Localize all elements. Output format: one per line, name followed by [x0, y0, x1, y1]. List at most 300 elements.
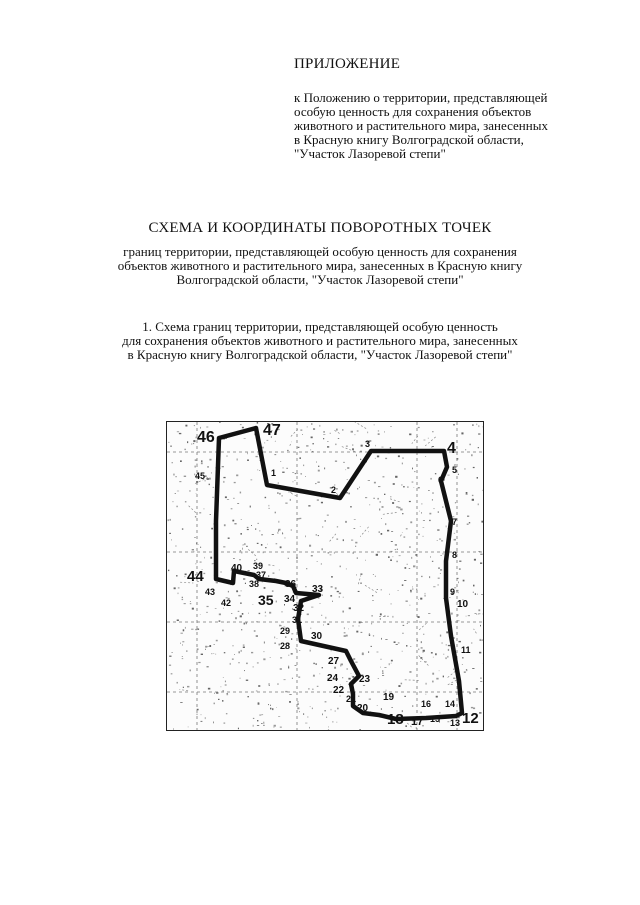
map-texture-dot: [336, 444, 337, 446]
map-texture-dot: [394, 641, 396, 643]
map-contour: [188, 505, 196, 512]
map-texture-dot: [477, 594, 478, 595]
map-texture-dot: [179, 433, 181, 434]
map-texture-dot: [402, 584, 404, 586]
map-texture-dot: [423, 634, 424, 635]
map-texture-dot: [476, 688, 478, 690]
map-texture-dot: [453, 424, 454, 426]
map-texture-dot: [246, 663, 247, 665]
map-texture-dot: [402, 633, 403, 634]
map-texture-dot: [355, 434, 356, 435]
map-texture-dot: [447, 475, 449, 476]
map-contour: [360, 527, 368, 537]
map-texture-dot: [392, 616, 393, 618]
map-texture-dot: [182, 528, 183, 529]
map-texture-dot: [378, 431, 379, 432]
map-texture-dot: [355, 546, 356, 547]
map-texture-dot: [292, 678, 293, 679]
map-texture-dot: [253, 604, 254, 605]
map-texture-dot: [237, 503, 239, 504]
map-texture-dot: [418, 487, 420, 488]
map-texture-dot: [264, 442, 265, 443]
map-texture-dot: [297, 707, 299, 709]
map-texture-dot: [357, 488, 358, 490]
map-texture-dot: [197, 714, 198, 715]
map-texture-dot: [353, 552, 354, 554]
map-texture-dot: [348, 628, 349, 629]
map-texture-dot: [401, 683, 403, 685]
map-texture-dot: [403, 486, 405, 487]
map-texture-dot: [246, 622, 247, 624]
map-texture-dot: [402, 463, 403, 465]
map-texture-dot: [323, 438, 324, 439]
turning-point-label: 28: [280, 641, 291, 651]
map-texture-dot: [381, 518, 382, 519]
map-texture-dot: [482, 640, 483, 641]
map-texture-dot: [421, 712, 422, 714]
map-texture-dot: [390, 559, 392, 560]
map-texture-dot: [372, 595, 373, 596]
map-texture-dot: [380, 613, 382, 615]
map-texture-dot: [480, 639, 482, 640]
map-texture-dot: [172, 462, 173, 463]
map-texture-dot: [195, 466, 196, 468]
map-texture-dot: [225, 496, 227, 498]
map-texture-dot: [378, 498, 379, 500]
map-texture-dot: [418, 534, 420, 535]
map-texture-dot: [201, 460, 203, 462]
map-texture-dot: [223, 477, 225, 478]
turning-point-label: 45: [195, 471, 206, 481]
map-texture-dot: [466, 494, 468, 495]
map-texture-dot: [461, 432, 463, 434]
map-texture-dot: [259, 470, 260, 471]
map-texture-dot: [323, 434, 325, 435]
map-texture-dot: [227, 693, 228, 694]
map-texture-dot: [384, 431, 385, 432]
turning-point-label: 19: [383, 692, 395, 703]
turning-point-label: 29: [280, 626, 291, 636]
map-texture-dot: [469, 444, 471, 446]
map-texture-dot: [210, 557, 212, 559]
map-texture-dot: [406, 528, 408, 529]
map-texture-dot: [251, 525, 252, 526]
map-texture-dot: [213, 487, 215, 488]
map-texture-dot: [303, 465, 304, 467]
map-texture-dot: [172, 502, 173, 503]
map-texture-dot: [246, 680, 248, 681]
map-texture-dot: [257, 725, 259, 726]
map-texture-dot: [469, 692, 471, 694]
map-texture-dot: [442, 506, 443, 507]
map-texture-dot: [481, 594, 483, 595]
map-texture-dot: [213, 653, 214, 654]
turning-point-label: 33: [312, 584, 324, 595]
map-texture-dot: [335, 461, 337, 462]
map-contour: [289, 492, 297, 496]
map-texture-dot: [396, 644, 398, 645]
map-texture-dot: [458, 474, 459, 475]
map-texture-dot: [309, 727, 310, 729]
map-texture-dot: [399, 555, 401, 556]
map-texture-dot: [464, 469, 465, 470]
map-texture-dot: [381, 638, 382, 640]
map-texture-dot: [288, 667, 289, 669]
map-texture-dot: [375, 576, 376, 577]
map-texture-dot: [367, 432, 368, 434]
map-texture-dot: [185, 576, 186, 577]
map-texture-dot: [223, 690, 224, 692]
map-texture-dot: [168, 570, 169, 571]
map-texture-dot: [395, 549, 396, 550]
map-texture-dot: [411, 557, 412, 559]
map-texture-dot: [443, 553, 444, 555]
map-texture-dot: [208, 688, 210, 690]
map-texture-dot: [282, 533, 283, 534]
map-texture-dot: [441, 555, 442, 556]
map-texture-dot: [287, 468, 288, 469]
map-texture-dot: [251, 480, 253, 481]
map-contour: [365, 585, 378, 593]
map-texture-dot: [182, 641, 184, 642]
map-texture-dot: [285, 637, 286, 638]
map-texture-dot: [187, 441, 188, 443]
map-texture-dot: [398, 507, 400, 509]
map-texture-dot: [380, 502, 381, 503]
map-texture-dot: [308, 505, 310, 506]
map-texture-dot: [307, 716, 308, 717]
map-texture-dot: [238, 595, 240, 596]
map-texture-dot: [170, 519, 171, 521]
map-texture-dot: [244, 670, 245, 671]
map-texture-dot: [223, 677, 224, 678]
map-texture-dot: [310, 628, 311, 629]
map-texture-dot: [197, 629, 199, 630]
map-texture-dot: [473, 708, 475, 710]
map-texture-dot: [272, 708, 273, 710]
map-texture-dot: [193, 443, 194, 444]
turning-point-label: 42: [221, 598, 232, 608]
map-texture-dot: [216, 692, 218, 694]
map-texture-dot: [276, 707, 277, 708]
map-texture-dot: [365, 560, 366, 561]
map-texture-dot: [213, 722, 214, 724]
map-texture-dot: [382, 670, 383, 671]
appendix-line: "Участок Лазоревой степи": [294, 146, 446, 161]
map-texture-dot: [209, 478, 211, 480]
map-texture-dot: [265, 497, 267, 498]
map-texture-dot: [292, 482, 293, 483]
map-texture-dot: [257, 720, 258, 721]
map-texture-dot: [267, 440, 269, 441]
map-texture-dot: [455, 502, 456, 503]
map-texture-dot: [177, 491, 179, 492]
map-texture-dot: [412, 468, 413, 470]
map-texture-dot: [440, 573, 441, 574]
map-texture-dot: [446, 631, 448, 633]
turning-point-label: 5: [452, 465, 458, 475]
turning-point-label: 15: [430, 714, 441, 724]
map-texture-dot: [433, 586, 435, 587]
map-texture-dot: [359, 625, 360, 626]
map-texture-dot: [353, 676, 355, 678]
map-texture-dot: [418, 599, 419, 600]
map-texture-dot: [226, 713, 228, 714]
map-texture-dot: [450, 597, 451, 598]
map-texture-dot: [391, 426, 392, 427]
map-texture-dot: [356, 574, 357, 575]
map-contour: [419, 656, 429, 666]
map-texture-dot: [473, 467, 475, 468]
map-texture-dot: [335, 710, 336, 712]
map-texture-dot: [421, 641, 422, 643]
map-texture-dot: [320, 603, 321, 604]
map-texture-dot: [180, 643, 181, 644]
map-texture-dot: [321, 502, 323, 504]
map-texture-dot: [237, 459, 238, 461]
map-texture-dot: [412, 588, 413, 589]
map-texture-dot: [316, 461, 317, 463]
map-texture-dot: [231, 613, 232, 614]
map-texture-dot: [263, 723, 264, 724]
map-texture-dot: [472, 424, 473, 425]
map-texture-dot: [381, 589, 382, 590]
map-texture-dot: [468, 615, 470, 616]
map-texture-dot: [321, 563, 322, 565]
map-texture-dot: [467, 516, 469, 518]
map-texture-dot: [280, 657, 282, 658]
map-texture-dot: [419, 511, 420, 512]
map-texture-dot: [248, 570, 250, 571]
map-texture-dot: [178, 588, 180, 589]
map-texture-dot: [439, 539, 441, 540]
map-texture-dot: [265, 612, 266, 614]
map-texture-dot: [436, 696, 438, 698]
map-texture-dot: [306, 445, 308, 446]
map-texture-dot: [402, 458, 404, 459]
map-texture-dot: [170, 446, 172, 447]
map-texture-dot: [322, 526, 323, 527]
map-texture-dot: [409, 434, 411, 436]
map-texture-dot: [341, 665, 342, 667]
map-texture-dot: [180, 460, 182, 462]
map-texture-dot: [272, 534, 274, 535]
map-texture-dot: [412, 705, 413, 707]
map-texture-dot: [190, 601, 191, 602]
turning-point-label: 34: [284, 594, 296, 605]
map-texture-dot: [330, 433, 331, 434]
map-texture-dot: [400, 509, 402, 511]
map-texture-dot: [204, 508, 205, 509]
map-texture-dot: [220, 572, 222, 573]
map-texture-dot: [466, 670, 468, 671]
map-texture-dot: [398, 590, 399, 591]
map-texture-dot: [273, 573, 275, 574]
map-texture-dot: [305, 536, 306, 538]
map-texture-dot: [412, 482, 414, 483]
map-texture-dot: [462, 657, 463, 658]
map-texture-dot: [389, 594, 390, 595]
scheme-subtitle-line: границ территории, представляющей особую ценность для сохранения: [123, 244, 517, 259]
map-texture-dot: [277, 684, 279, 685]
map-texture-dot: [323, 431, 325, 433]
appendix-line: животного и растительного мира, занесенных: [294, 118, 548, 133]
map-texture-dot: [276, 601, 277, 603]
map-texture-dot: [250, 506, 251, 508]
map-texture-dot: [222, 466, 224, 467]
map-texture-dot: [317, 482, 319, 483]
map-texture-dot: [219, 614, 221, 616]
map-texture-dot: [405, 567, 407, 569]
turning-point-label: 8: [452, 550, 458, 560]
map-texture-dot: [311, 607, 313, 608]
map-texture-dot: [459, 641, 461, 642]
map-texture-dot: [354, 519, 356, 520]
map-texture-dot: [382, 672, 384, 674]
map-texture-dot: [410, 646, 411, 647]
map-texture-dot: [311, 424, 313, 425]
map-texture-dot: [339, 597, 340, 598]
map-texture-dot: [359, 729, 361, 730]
map-texture-dot: [225, 681, 226, 683]
map-texture-dot: [227, 694, 229, 695]
map-texture-dot: [396, 561, 397, 563]
map-texture-dot: [313, 675, 315, 677]
map-texture-dot: [257, 470, 258, 471]
map-contour: [291, 428, 299, 436]
map-texture-dot: [298, 447, 300, 448]
map-texture-dot: [355, 662, 357, 663]
map-texture-dot: [481, 521, 483, 523]
turning-point-label: 47: [263, 422, 281, 439]
map-texture-dot: [342, 429, 343, 430]
map-texture-dot: [240, 678, 241, 679]
map-texture-dot: [480, 554, 482, 555]
map-texture-dot: [310, 706, 311, 707]
map-texture-dot: [344, 632, 346, 633]
map-texture-dot: [473, 592, 474, 593]
map-texture-dot: [466, 616, 467, 617]
map-texture-dot: [402, 651, 403, 652]
map-texture-dot: [377, 705, 378, 706]
map-texture-dot: [437, 540, 438, 541]
appendix-block: [294, 56, 594, 161]
map-texture-dot: [259, 531, 260, 532]
map-texture-dot: [182, 644, 183, 646]
map-texture-dot: [240, 615, 242, 617]
map-texture-dot: [418, 427, 420, 428]
map-texture-dot: [368, 531, 369, 532]
map-texture-dot: [360, 574, 362, 575]
map-texture-dot: [247, 527, 249, 528]
turning-point-label: 1: [271, 468, 277, 478]
map-texture-dot: [480, 640, 482, 641]
section-line: в Красную книгу Волгоградской области, "Участок Лазоревой степи": [127, 347, 513, 362]
map-texture-dot: [336, 539, 338, 540]
map-texture-dot: [420, 598, 422, 600]
map-texture-dot: [434, 508, 435, 509]
map-texture-dot: [356, 631, 358, 633]
map-texture-dot: [440, 635, 441, 637]
map-texture-dot: [214, 644, 215, 645]
map-texture-dot: [384, 667, 386, 668]
map-texture-dot: [473, 585, 475, 587]
map-texture-dot: [219, 620, 221, 621]
map-texture-dot: [368, 480, 370, 481]
map-texture-dot: [200, 547, 201, 548]
map-texture-dot: [472, 668, 474, 669]
map-texture-dot: [343, 539, 344, 541]
map-texture-dot: [316, 663, 317, 665]
map-texture-dot: [391, 603, 392, 604]
map-texture-dot: [392, 502, 394, 504]
map-texture-dot: [369, 505, 370, 506]
map-texture-dot: [278, 521, 279, 523]
map-texture-dot: [247, 696, 249, 697]
map-texture-dot: [238, 611, 240, 612]
map-texture-dot: [428, 438, 429, 439]
map-texture-dot: [192, 549, 194, 550]
map-texture-dot: [361, 445, 363, 447]
map-texture-dot: [369, 633, 370, 635]
map-texture-dot: [377, 456, 379, 458]
section-heading: [0, 320, 640, 362]
map-texture-dot: [375, 458, 376, 459]
map-texture-dot: [300, 430, 302, 431]
map-texture-dot: [374, 424, 375, 425]
map-contour: [447, 671, 456, 678]
turning-point-label: 43: [205, 587, 216, 597]
map-texture-dot: [236, 475, 238, 477]
map-texture-dot: [200, 614, 201, 615]
map-texture-dot: [199, 512, 201, 513]
section-line: для сохранения объектов животного и растительного мира, занесенных: [122, 333, 518, 348]
map-texture-dot: [330, 555, 332, 556]
map-texture-dot: [430, 556, 431, 558]
map-texture-dot: [180, 702, 182, 703]
map-texture-dot: [477, 477, 478, 479]
map-texture-dot: [209, 459, 211, 461]
turning-point-label: 35: [258, 592, 274, 608]
turning-point-label: 30: [311, 631, 323, 642]
map-texture-dot: [240, 492, 241, 494]
map-texture-dot: [240, 559, 241, 560]
map-texture-dot: [244, 438, 246, 439]
map-texture-dot: [297, 701, 298, 702]
map-texture-dot: [313, 663, 314, 664]
map-texture-dot: [297, 541, 298, 542]
turning-point-label: 20: [357, 703, 369, 714]
map-texture-dot: [445, 657, 446, 659]
map-texture-dot: [267, 544, 268, 545]
map-texture-dot: [265, 616, 266, 617]
map-texture-dot: [358, 696, 359, 697]
map-texture-dot: [259, 715, 261, 716]
map-texture-dot: [255, 528, 256, 530]
turning-point-label: 18: [387, 711, 404, 728]
map-texture-dot: [281, 461, 282, 462]
map-texture-dot: [382, 506, 384, 508]
map-texture-dot: [194, 537, 196, 538]
map-texture-dot: [421, 576, 423, 577]
map-texture-dot: [437, 529, 439, 531]
map-texture-dot: [380, 618, 381, 619]
map-texture-dot: [398, 455, 400, 457]
turning-point-label: 17: [411, 716, 424, 728]
map-texture-dot: [409, 546, 410, 548]
map-texture-dot: [458, 593, 459, 594]
map-texture-dot: [233, 558, 235, 559]
